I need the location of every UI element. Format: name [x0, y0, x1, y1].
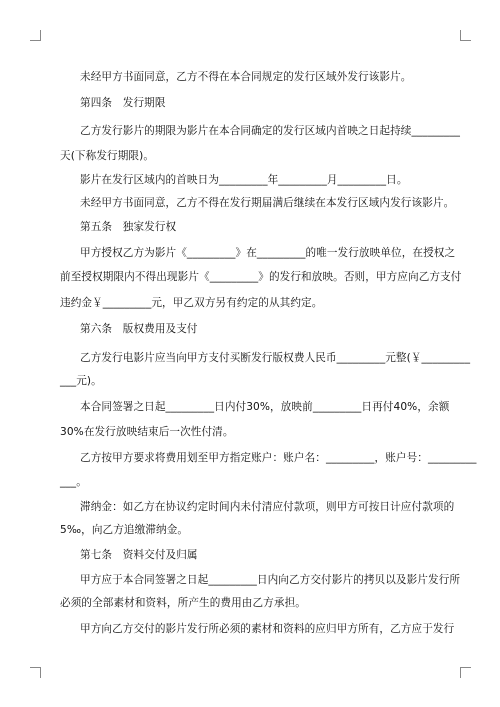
crop-mark-bottom-left [30, 667, 41, 678]
paragraph-line: 甲方向乙方交付的影片发行所必须的素材和资料的应归甲方所有，乙方应于发行 [80, 623, 455, 635]
paragraph-line: 乙方按甲方要求将费用划至甲方指定账户：账户名：_________，账户号：_________ [80, 452, 477, 464]
paragraph-line: 未经甲方书面同意，乙方不得在本合同规定的发行区域外发行该影片。 [80, 71, 412, 83]
paragraph-line: 违约金￥_________元，甲乙双方另有约定的从其约定。 [60, 297, 323, 309]
paragraph-line: ___。 [60, 476, 87, 488]
paragraph-line: 影片在发行区域内的首映日为_________年_________月_________日。 [80, 174, 408, 186]
paragraph-line: ___元)。 [60, 375, 102, 387]
paragraph-line: 必须的全部素材和资料，所产生的费用由乙方承担。 [60, 597, 306, 609]
paragraph-line: 未经甲方书面同意，乙方不得在发行期届满后继续在本发行区域内发行该影片。 [80, 197, 455, 209]
paragraph-line: 乙方发行影片的期限为影片在本合同确定的发行区域内首映之日起持续_________ [80, 125, 461, 137]
paragraph-line: 甲方应于本合同签署之日起_________日内向乙方交付影片的拷贝以及影片发行所 [80, 574, 461, 586]
section-heading: 第七条 资料交付及归属 [80, 549, 198, 561]
crop-mark-bottom-right [460, 667, 471, 678]
paragraph-line: 前至授权期限内不得出现影片《_________》的发行和放映。否则，甲方应向乙方支付 [60, 271, 462, 283]
paragraph-line: 天(下称发行期限)。 [60, 150, 155, 162]
crop-mark-top-right [460, 30, 471, 41]
paragraph-line: 本合同签署之日起_________日内付30%，放映前_________日再付40%，余额 [80, 401, 450, 413]
section-heading: 第四条 发行期限 [80, 97, 166, 109]
paragraph-line: 乙方发行电影片应当向甲方支付买断发行版权费人民币_________元整(￥_________ [80, 352, 471, 364]
paragraph-line: 30%在发行放映结束后一次性付清。 [60, 426, 234, 438]
section-heading: 第五条 独家发行权 [80, 221, 177, 233]
paragraph-line: 甲方授权乙方为影片《_________》在_________的唯一发行放映单位，在授权之 [80, 247, 456, 259]
crop-mark-top-left [30, 30, 41, 41]
paragraph-line: 滞纳金：如乙方在协议约定时间内未付清应付款项，则甲方可按日计应付款项的 [80, 501, 455, 513]
paragraph-line: 5‰，向乙方追缴滞纳金。 [60, 524, 189, 536]
section-heading: 第六条 版权费用及支付 [80, 323, 198, 335]
